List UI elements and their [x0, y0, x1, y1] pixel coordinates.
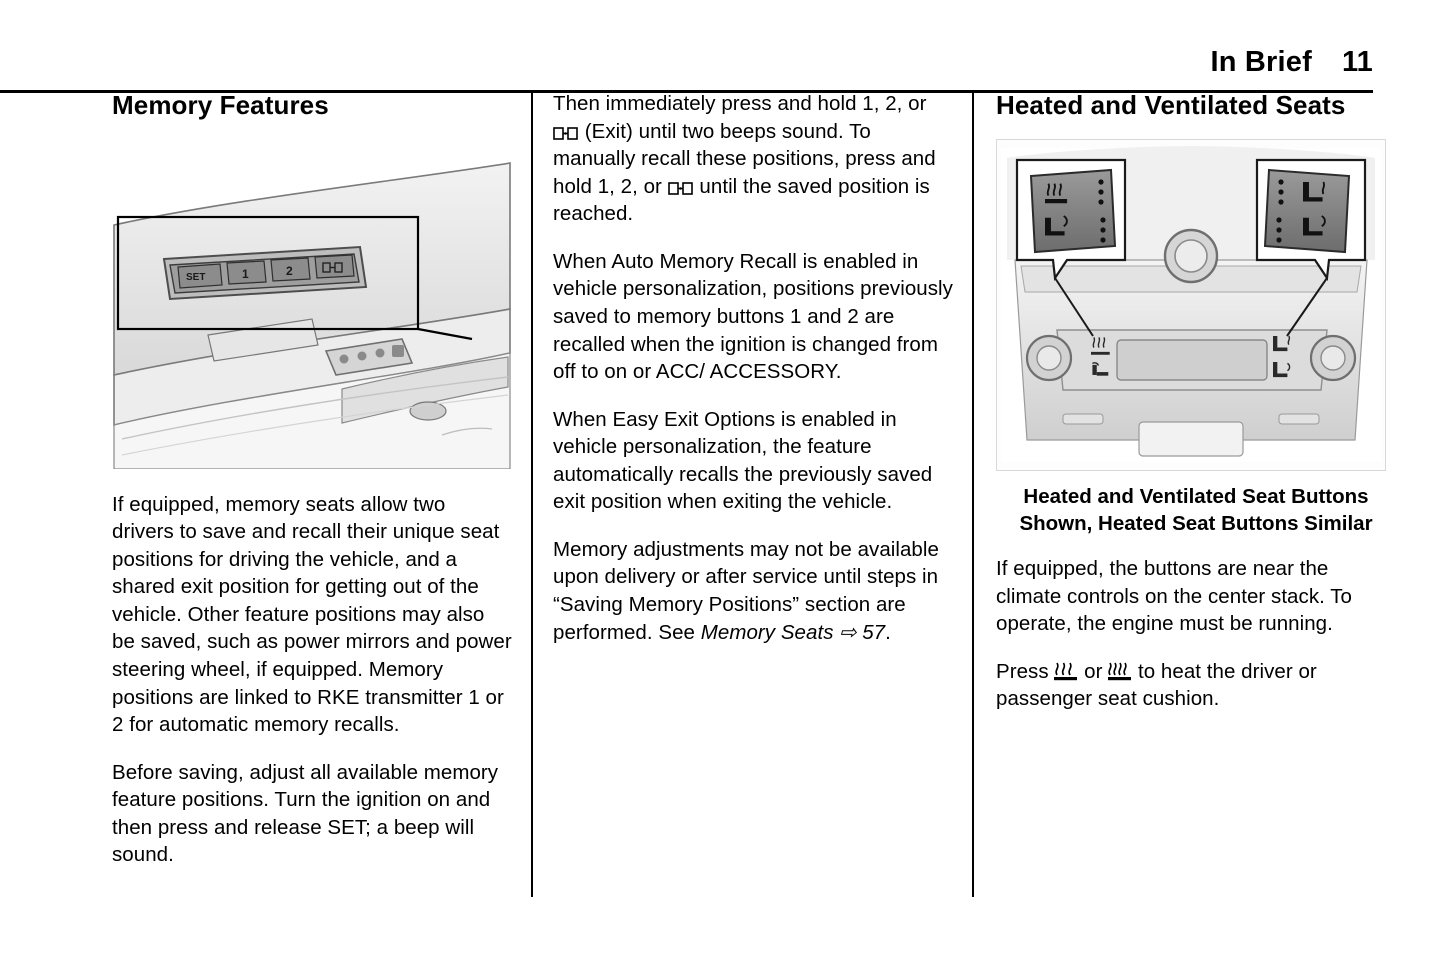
- heated-seat-high-icon: [1108, 662, 1132, 681]
- exit-icon-2: [668, 181, 694, 196]
- exit-icon: [553, 126, 579, 141]
- heated-seats-press-paragraph: [996, 658, 1396, 713]
- door-memory-switch-illustration: [112, 139, 512, 469]
- page-number: 11: [1341, 46, 1373, 78]
- press-text-lead: Press: [996, 659, 1049, 683]
- heated-seats-paragraph-1: If equipped, the buttons are near the climate controls on the center stack. To operate, the engine must be running.: [996, 557, 1352, 636]
- svg-text:1: 1: [242, 266, 249, 281]
- memory-recall-text-2: (Exit) until two beeps sound. To manually recall these positions, press and hold 1, 2, or: [553, 119, 936, 198]
- figure-caption-heated-ventilated: Heated and Ventilated Seat Buttons Shown, Heated Seat Buttons Similar: [1019, 484, 1373, 535]
- svg-text:2: 2: [286, 263, 293, 278]
- page-header: [1210, 46, 1373, 79]
- memory-adjustments-lead: Memory adjustments may not be available upon delivery or after service until steps in “Saving Memory Positions” section are performed. See: [553, 537, 939, 644]
- section-title-memory-features: Memory Features: [112, 90, 329, 120]
- press-text-tail: to heat the driver or passenger seat cushion.: [996, 659, 1317, 711]
- cross-reference-arrow-icon: ⇨: [839, 620, 857, 644]
- cross-reference-page: 57: [862, 620, 886, 644]
- memory-paragraph-1: If equipped, memory seats allow two drivers to save and recall their unique seat positions for driving the vehicle, and a shared exit position for getting out of the vehicle. Other feature positions may also be saved, such as power mirrors and power steering wheel, if equipped. Memory positions are linked to RKE transmitter 1 or 2 for automatic memory recalls.: [112, 492, 512, 737]
- press-text-or: or: [1084, 659, 1103, 683]
- center-stack-heated-ventilated-seat-buttons: [996, 139, 1386, 471]
- easy-exit-options-paragraph: When Easy Exit Options is enabled in vehicle personalization, the feature automatically recalls the previously saved exit position when exiting the vehicle.: [553, 407, 933, 514]
- memory-recall-paragraph: [553, 90, 953, 228]
- column-2: [553, 90, 953, 646]
- cross-reference-title: Memory Seats: [700, 620, 834, 644]
- memory-adjustments-paragraph: [553, 536, 953, 646]
- cross-reference-period: .: [885, 620, 891, 644]
- heated-seat-icon: [1054, 662, 1078, 681]
- column-divider-1: [531, 92, 533, 897]
- section-title-heated-ventilated-seats: Heated and Ventilated Seats: [996, 90, 1346, 120]
- svg-text:SET: SET: [186, 271, 206, 283]
- memory-recall-text-1: Then immediately press and hold 1, 2, or: [553, 92, 927, 115]
- memory-recall-text-3: until the saved position is reached.: [553, 174, 930, 226]
- column-1: [112, 90, 512, 869]
- auto-memory-recall-paragraph: When Auto Memory Recall is enabled in vehicle personalization, positions previously saved to memory buttons 1 and 2 are recalled when the ignition is changed from off to on or ACC/ ACCESSORY.: [553, 249, 953, 384]
- memory-paragraph-2: Before saving, adjust all available memory feature positions. Turn the ignition on and then press and release SET; a beep will sound.: [112, 760, 499, 867]
- page-header-title: In Brief: [1210, 46, 1312, 78]
- column-3: [996, 90, 1396, 713]
- column-divider-2: [972, 92, 974, 897]
